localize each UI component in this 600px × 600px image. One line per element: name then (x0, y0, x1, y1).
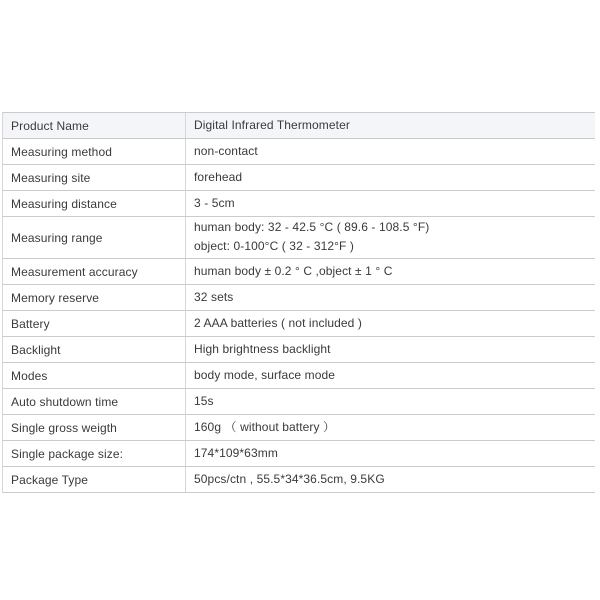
spec-row-battery (3, 311, 595, 337)
spec-value: 174*109*63mm (194, 446, 278, 460)
spec-row-measuring-distance (3, 191, 595, 217)
spec-value: Digital Infrared Thermometer (194, 118, 350, 132)
spec-value: body mode, surface mode (194, 368, 336, 382)
spec-label: Measurement accuracy (3, 259, 186, 284)
spec-row-measuring-method (3, 139, 595, 165)
spec-label: Package Type (3, 467, 186, 492)
spec-label: Measuring site (3, 165, 186, 190)
spec-value: 50pcs/ctn , 55.5*34*36.5cm, 9.5KG (194, 472, 385, 486)
spec-label: Measuring range (3, 217, 186, 258)
spec-label: Single package size: (3, 441, 186, 466)
spec-label: Product Name (3, 113, 186, 138)
spec-row-modes (3, 363, 595, 389)
spec-row-measuring-range (3, 217, 595, 259)
spec-label: Auto shutdown time (3, 389, 186, 414)
spec-row-auto-shutdown-time (3, 389, 595, 415)
product-spec-table (2, 112, 595, 493)
spec-value-line: object: 0-100°C ( 32 - 312°F ) (194, 239, 355, 253)
spec-value: 160g （ without battery ） (194, 420, 336, 434)
spec-row-product-name (3, 113, 595, 139)
spec-value-line: human body: 32 - 42.5 °C ( 89.6 - 108.5 °F) (194, 220, 430, 234)
spec-label: Modes (3, 363, 186, 388)
spec-value: forehead (194, 170, 243, 184)
spec-row-measurement-accuracy (3, 259, 595, 285)
spec-row-single-gross-weight (3, 415, 595, 441)
spec-value: human body ± 0.2 ° C ,object ± 1 ° C (194, 264, 393, 278)
spec-label: Backlight (3, 337, 186, 362)
spec-row-memory-reserve (3, 285, 595, 311)
spec-row-measuring-site (3, 165, 595, 191)
spec-label: Battery (3, 311, 186, 336)
spec-value: 15s (194, 394, 214, 408)
spec-label: Measuring distance (3, 191, 186, 216)
spec-value: 3 - 5cm (194, 196, 235, 210)
spec-label: Memory reserve (3, 285, 186, 310)
spec-label: Measuring method (3, 139, 186, 164)
spec-value: non-contact (194, 144, 258, 158)
spec-value: 2 AAA batteries ( not included ) (194, 316, 362, 330)
spec-row-single-package-size (3, 441, 595, 467)
spec-label: Single gross weigth (3, 415, 186, 440)
spec-value: High brightness backlight (194, 342, 331, 356)
spec-value: 32 sets (194, 290, 234, 304)
spec-row-backlight (3, 337, 595, 363)
spec-row-package-type (3, 467, 595, 493)
